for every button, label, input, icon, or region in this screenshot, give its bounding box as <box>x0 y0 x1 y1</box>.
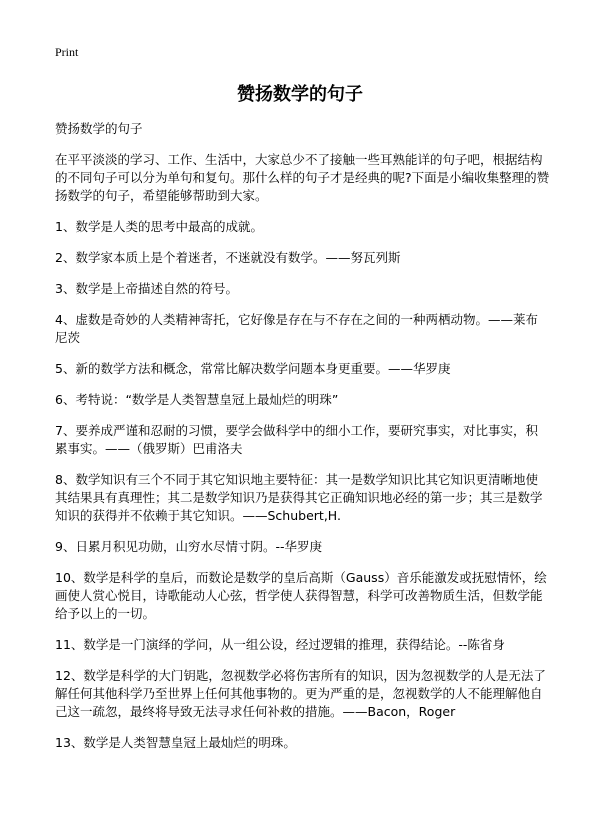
quote-item: 5、新的数学方法和概念，常常比解决数学问题本身更重要。——华罗庚 <box>55 361 451 376</box>
intro-paragraph: 在平平淡淡的学习、工作、生活中，大家总少不了接触一些耳熟能详的句子吧，根据结构的不同句子可以分为单句和复句。那什么样的句子才是经典的呢?下面是小编收集整理的赞扬数学的句子，希望能够帮助到大家。 <box>55 152 550 203</box>
quote-item: 11、数学是一门演绎的学问，从一组公设，经过逻辑的推理，获得结论。--陈省身 <box>55 637 505 652</box>
quote-item: 4、虚数是奇妙的人类精神寄托，它好像是存在与不存在之间的一种两栖动物。——莱布尼茨 <box>55 312 538 345</box>
quote-item: 13、数学是人类智慧皇冠上最灿烂的明珠。 <box>55 735 296 750</box>
quote-item: 9、日累月积见功勋，山穷水尽情寸阴。--华罗庚 <box>55 539 322 554</box>
quote-item: 12、数学是科学的大门钥匙，忽视数学必将伤害所有的知识，因为忽视数学的人是无法了解任何其他科学乃至世界上任何其他事物的。更为严重的是，忽视数学的人不能理解他自己这一疏忽，最终将导致无法寻求任何补救的措施。——Bacon，Roger <box>55 668 546 719</box>
quote-item: 10、数学是科学的皇后，而数论是数学的皇后高斯（Gauss）音乐能激发或抚慰情怀，绘画使人赏心悦目，诗歌能动人心弦，哲学使人获得智慧，科学可改善物质生活，但数学能给予以上的一切。 <box>55 570 547 621</box>
quote-item: 1、数学是人类的思考中最高的成就。 <box>55 219 263 234</box>
quote-item: 8、数学知识有三个不同于其它知识地主要特征：其一是数学知识比其它知识更清晰地使其结果具有真理性；其二是数学知识乃是获得其它正确知识地必经的第一步；其三是数学知识的获得并不依赖于其它知识。——Schubert,H. <box>55 472 543 523</box>
print-label: Print <box>55 45 79 59</box>
quote-item: 2、数学家本质上是个着迷者，不迷就没有数学。——努瓦列斯 <box>55 250 401 265</box>
document-body <box>55 120 550 765</box>
quote-item: 6、考特说：“数学是人类智慧皇冠上最灿烂的明珠” <box>55 392 339 407</box>
quote-item: 7、要养成严谨和忍耐的习惯，要学会做科学中的细小工作，要研究事实，对比事实，积累事实。——（俄罗斯）巴甫洛夫 <box>55 423 538 456</box>
document-subtitle: 赞扬数学的句子 <box>55 121 143 136</box>
document-title: 赞扬数学的句子 <box>237 84 363 105</box>
quote-item: 3、数学是上帝描述自然的符号。 <box>55 281 238 296</box>
